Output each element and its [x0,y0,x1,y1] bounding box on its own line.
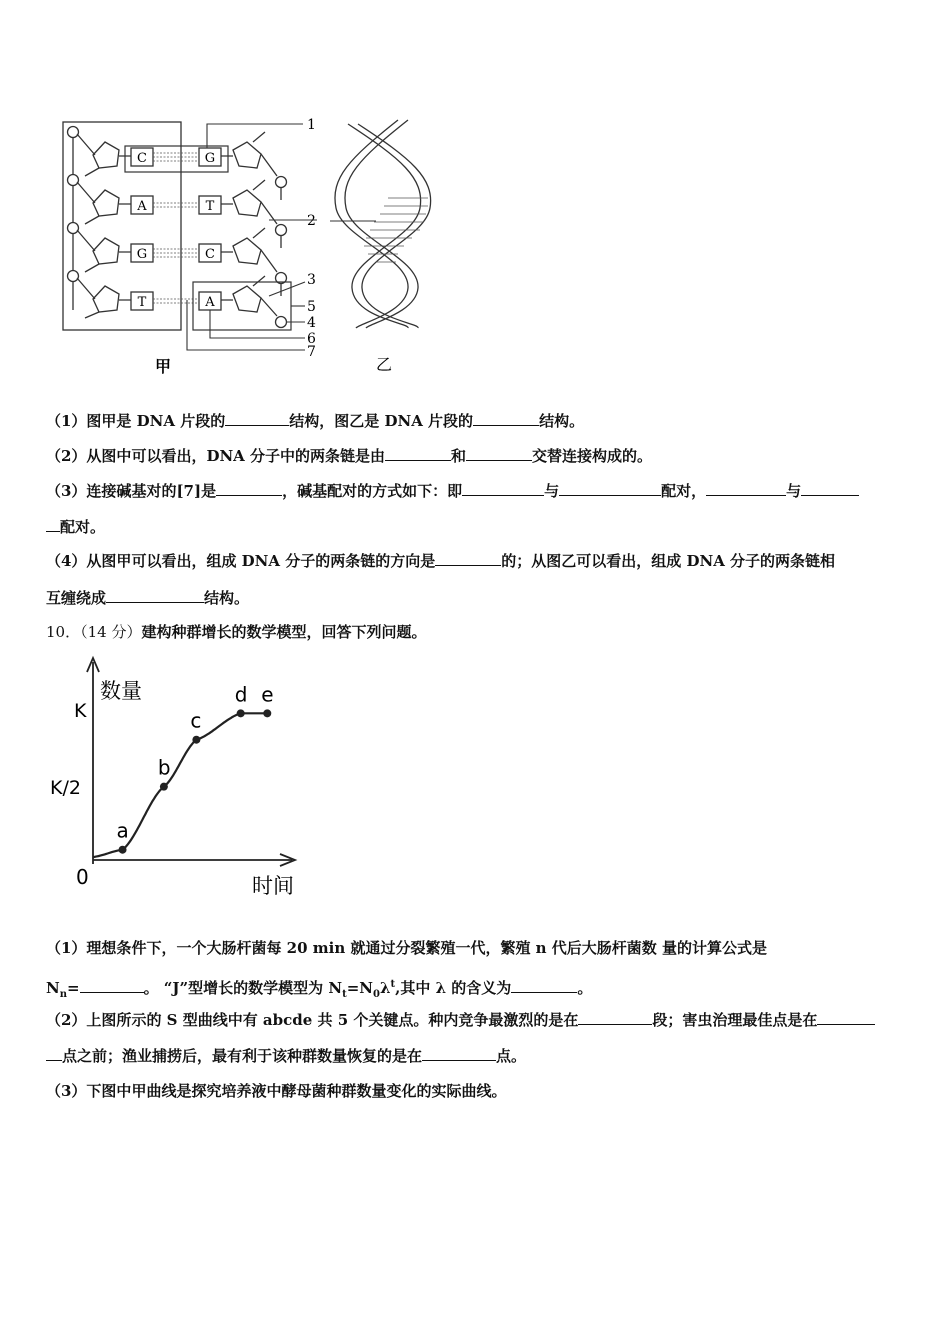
q10-p2-text-a: （2）上图所示的 S 型曲线中有 abcde 共 5 个关键点。种内竞争最激烈的是在 [46,1011,579,1029]
base-right-4: A [205,295,215,310]
answer-blank[interactable] [422,1046,496,1061]
callout-number-3: 3 [307,272,316,288]
left-strand-frame [63,122,181,330]
callout-number-7: 7 [307,344,316,360]
x-axis-label: 时间 [252,874,294,898]
q9-p3-text-e: 与 [786,482,802,500]
q10-p1-text-c: = [67,979,80,997]
q10-part-3 [46,1081,506,1101]
y-axis-label: 数量 [100,679,142,703]
dna-structure-figure-jia [55,110,345,380]
curve-point-c [192,736,200,744]
q9-part-1 [46,411,584,431]
q9-p2-text-a: （2）从图中可以看出，DNA 分子中的两条链是由 [46,447,386,465]
answer-blank[interactable] [385,446,451,461]
q10-header [46,622,426,642]
q9-p3-text-d: 配对， [661,482,707,500]
base-right-3: C [205,247,215,262]
base-left-3: G [136,247,148,262]
hydrogen-bonds [153,153,199,303]
curve-point-label-b: b [157,755,171,780]
answer-blank[interactable] [511,978,577,993]
q9-part-3 [46,481,859,501]
question-number: 10． [46,623,81,641]
answer-blank[interactable] [578,1010,652,1025]
callout-number-2: 2 [307,213,316,229]
answer-blank[interactable] [46,1046,62,1061]
answer-blank[interactable] [473,411,539,426]
q10-p3-text-a: （3）下图中甲曲线是探究培养液中酵母菌种群数量变化的实际曲线。 [46,1082,507,1100]
q9-p3-text-b: ，碱基配对的方式如下：即 [282,482,463,500]
answer-blank[interactable] [462,481,544,496]
superscript-t: t [390,979,396,990]
curve-point-label-a: a [116,818,129,843]
question-score: （14 分） [80,623,142,641]
answer-blank[interactable] [817,1010,875,1025]
q9-p4-text-d: 结构。 [204,589,250,607]
answer-blank[interactable] [106,588,204,603]
q10-p2-text-d: 点。 [496,1047,527,1065]
base-left-2: A [137,199,147,214]
q9-p3-text-f: 配对。 [60,518,106,536]
q10-part-2 [46,1010,875,1030]
answer-blank[interactable] [801,481,859,496]
curve-point-label-d: d [234,682,248,707]
y-tick-k: K [74,700,87,722]
callout-number-6: 6 [307,331,316,347]
dna-double-helix-figure-yi [330,118,440,380]
figure-label-jia: 甲 [154,357,172,376]
q9-p2-text-b: 和 [451,447,467,465]
q10-p2-text-c: 点之前；渔业捕捞后，最有利于该种群数量恢复的是在 [62,1047,423,1065]
answer-blank[interactable] [435,551,501,566]
curve-point-a [119,846,127,854]
callout-number-1: 1 [307,117,316,133]
q10-p1-text-a: （1）理想条件下，一个大肠杆菌每 20 min 就通过分裂繁殖一代，繁殖 n 代后大肠杆菌数 量的计算公式是 [46,939,768,957]
q9-p4-text-b: 的；从图乙可以看出，组成 DNA 分子的两条链相 [501,552,836,570]
q10-p1-text-f: λ [379,979,391,997]
q10-p1-text-b: N [46,979,60,997]
left-deoxyribose-sugars [77,134,131,318]
curve-point-label-e: e [261,682,274,707]
curve-point-label-c: c [190,708,202,733]
right-backbone [221,132,287,328]
q9-p4-text-c: 互缠绕成 [46,589,107,607]
callout-line-1 [207,124,303,148]
q10-p1-text-g: ,其中 λ 的含义为 [395,979,512,997]
base-right-2: T [205,199,215,214]
subscript-n: n [59,989,67,1000]
subscript-0: 0 [373,989,380,1000]
curve-point-b [160,783,168,791]
y-tick-k-half: K/2 [50,777,81,799]
q9-part-3-cont [46,517,105,537]
helix-base-pair-rungs [364,198,428,262]
curve-point-e [263,709,271,717]
q10-p1-text-e: =N [346,979,373,997]
subscript-t: t [342,989,347,1000]
left-phosphate-backbone [68,127,79,311]
callout-number-4: 4 [307,315,316,331]
origin-label: 0 [76,865,89,889]
q10-part-2-cont [46,1046,526,1066]
answer-blank[interactable] [225,411,289,426]
callout-line-3 [269,282,305,296]
q10-p1-text-d: 。 “J”型增长的数学模型为 N [143,979,343,997]
base-left-1: C [137,151,147,166]
answer-blank[interactable] [216,481,282,496]
figure-label-yi: 乙 [375,355,393,374]
callout-number-5: 5 [307,299,316,315]
q10-part-1 [46,938,767,958]
q9-p1-text-c: 结构。 [539,412,585,430]
q9-part-4 [46,551,835,571]
q9-p1-text-b: 结构，图乙是 DNA 片段的 [289,412,474,430]
base-right-1: G [204,151,216,166]
q9-p2-text-c: 交替连接构成的。 [532,447,653,465]
question-stem: 建构种群增长的数学模型，回答下列问题。 [141,623,427,641]
population-s-curve-chart [40,650,310,905]
answer-blank[interactable] [80,978,144,993]
q9-p4-text-a: （4）从图甲可以看出，组成 DNA 分子的两条链的方向是 [46,552,436,570]
q9-p3-text-c: 与 [544,482,560,500]
q9-part-2 [46,446,652,466]
q10-p1-text-h: 。 [577,979,593,997]
q9-part-4-cont [46,588,249,608]
answer-blank[interactable] [46,517,60,532]
answer-blank[interactable] [706,481,786,496]
q10-part-1-cont [46,975,592,1005]
answer-blank[interactable] [466,446,532,461]
answer-blank[interactable] [559,481,661,496]
base-left-4: T [137,295,147,310]
curve-point-d [237,709,245,717]
q9-p1-text-a: （1）图甲是 DNA 片段的 [46,412,226,430]
q9-p3-text-a: （3）连接碱基对的[7]是 [46,482,217,500]
q10-p2-text-b: 段；害虫治理最佳点是在 [652,1011,818,1029]
